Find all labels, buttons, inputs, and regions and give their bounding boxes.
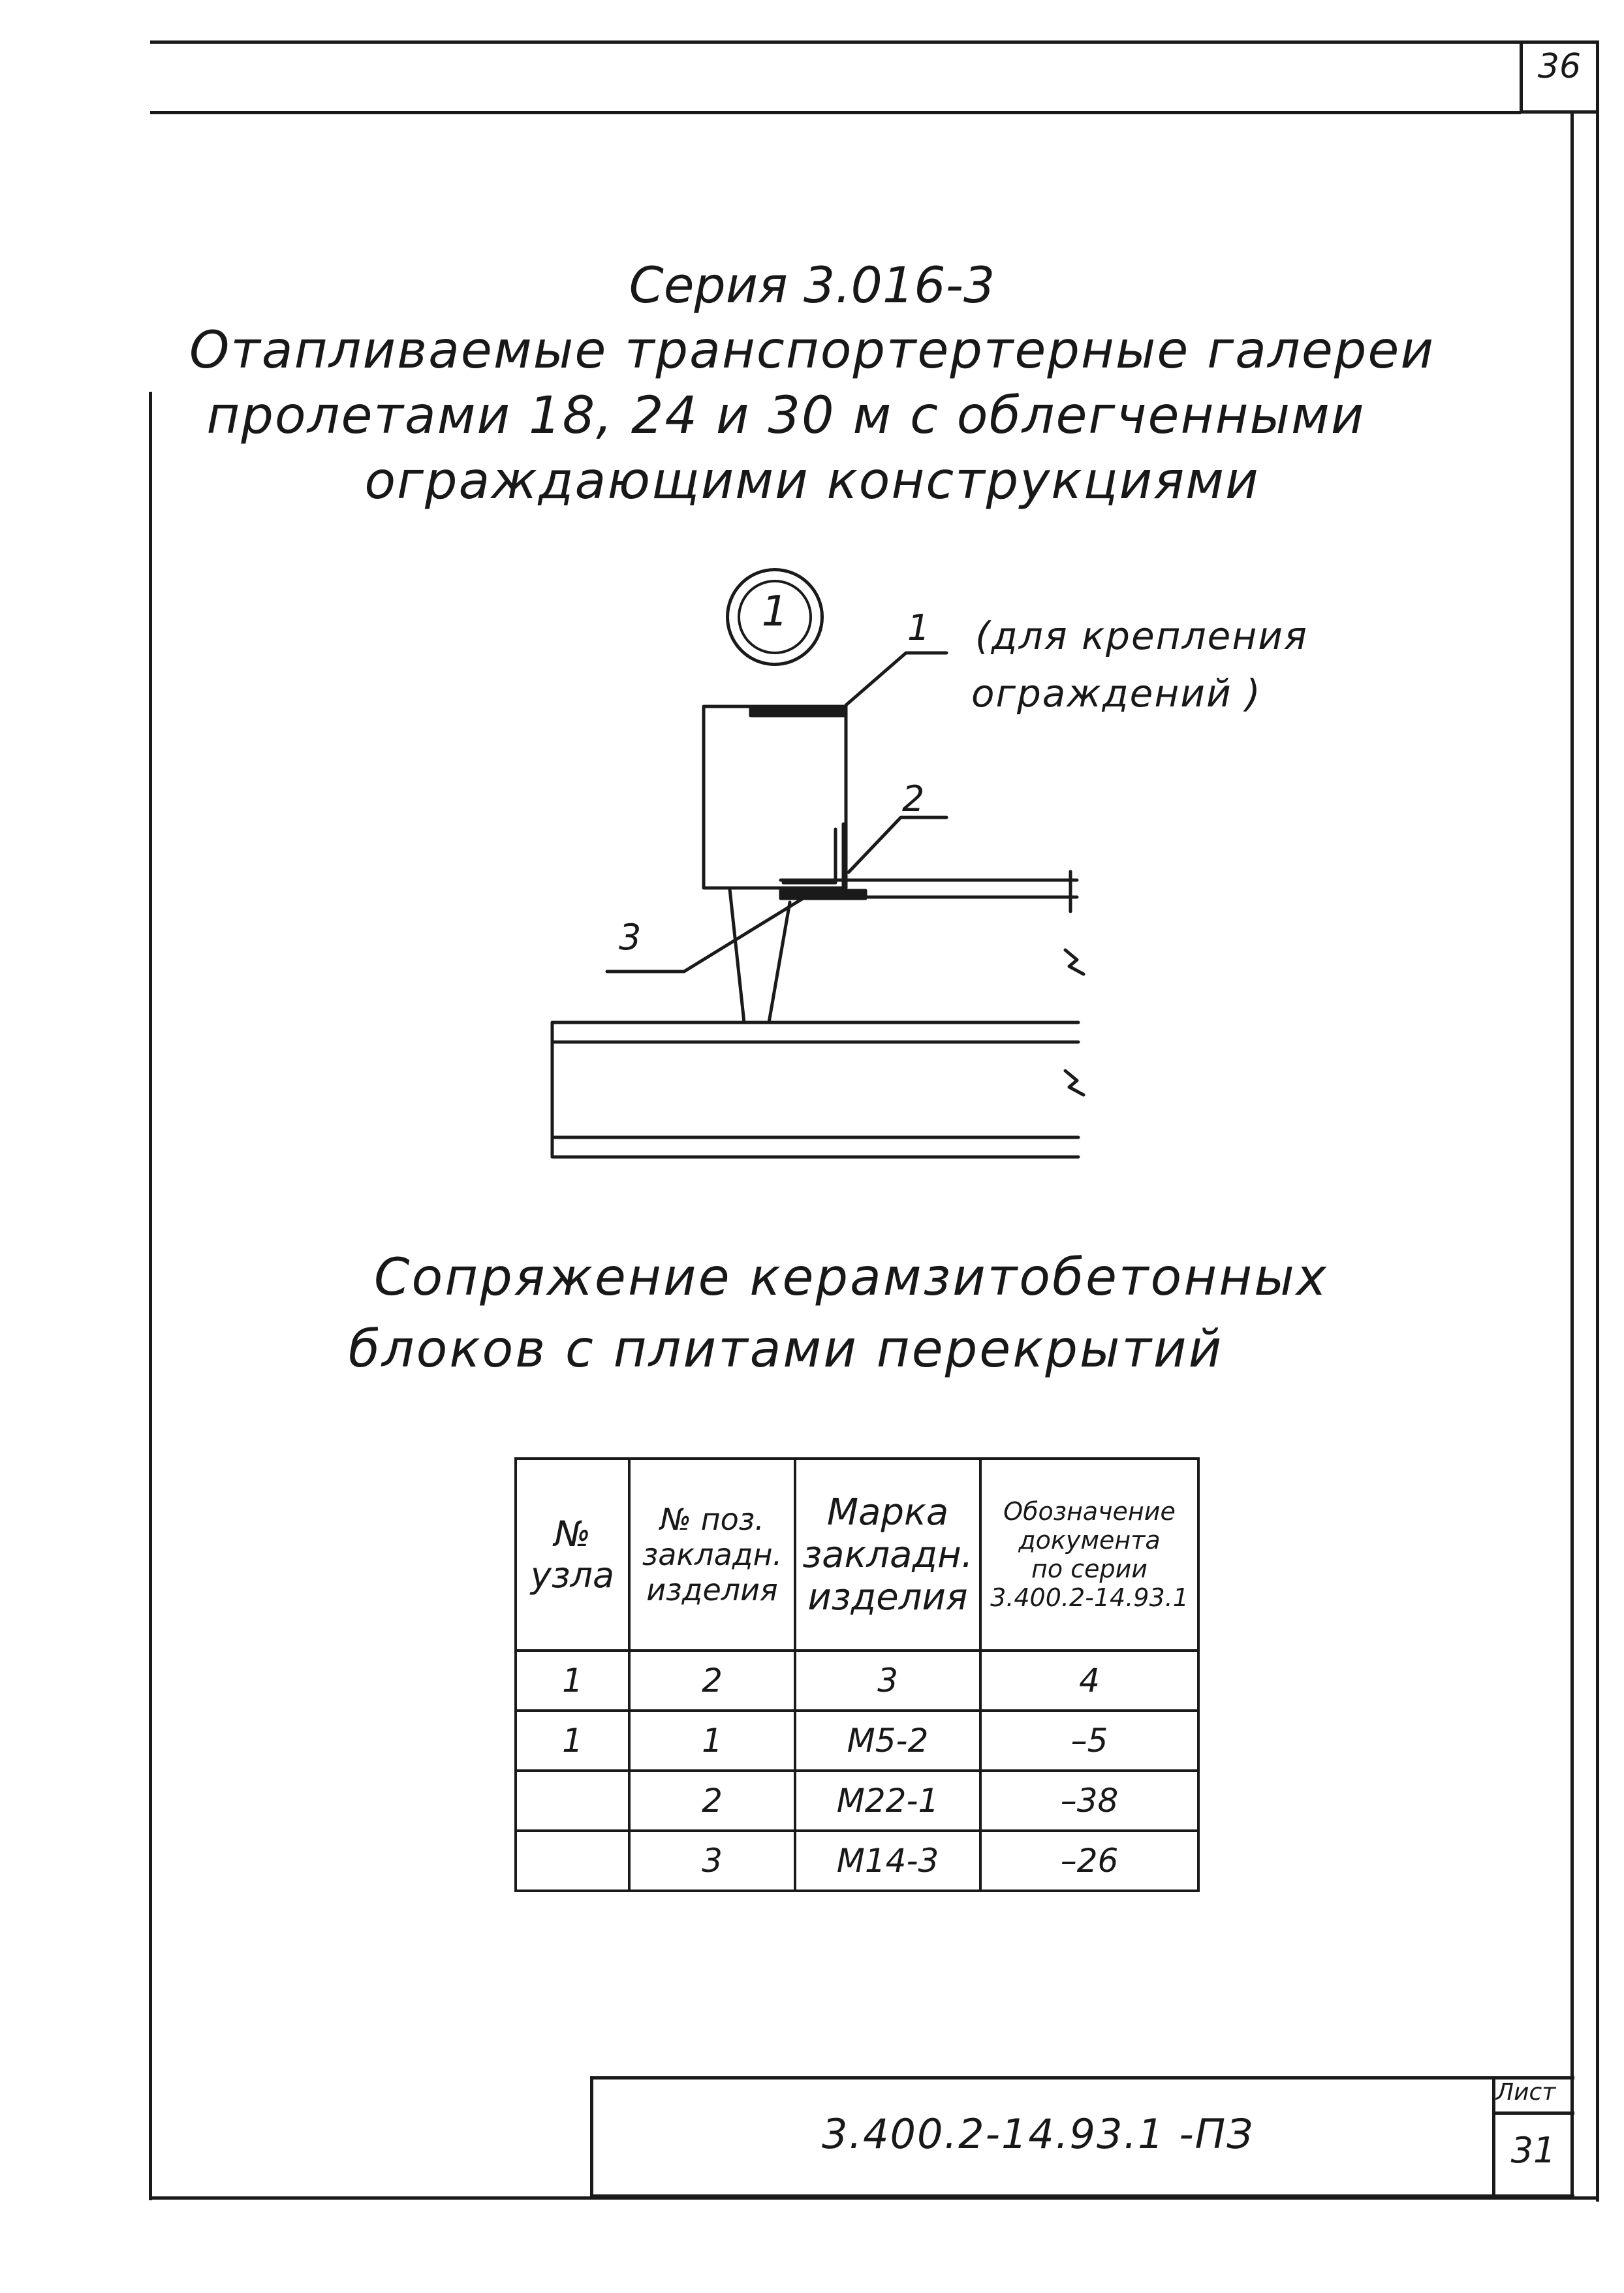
header-cell-line: Обозначение bbox=[1003, 1497, 1176, 1526]
table-cell: –26 bbox=[980, 1831, 1198, 1891]
sheet-value: 31 bbox=[1510, 2130, 1556, 2171]
header-cell-line: узла bbox=[530, 1555, 615, 1596]
table-row bbox=[516, 1651, 1198, 1711]
header-cell-line: документа bbox=[1018, 1526, 1161, 1555]
table-cell: 1 bbox=[516, 1711, 629, 1771]
table-cell: –5 bbox=[980, 1711, 1198, 1771]
caption-line-1: Сопряжение керамзитобетонных bbox=[374, 1248, 1328, 1307]
header-cell-line: закладн. bbox=[642, 1537, 783, 1572]
callout-2-label: 2 bbox=[902, 778, 925, 819]
table-row bbox=[516, 1831, 1198, 1891]
series-title: Серия 3.016-3 bbox=[629, 256, 995, 314]
column-leg-right bbox=[769, 902, 790, 1022]
table-header-row bbox=[516, 1459, 1198, 1651]
sheet-number-top: 36 bbox=[1537, 47, 1582, 86]
table-cell: 3 bbox=[629, 1831, 795, 1891]
table-cell: –38 bbox=[980, 1771, 1198, 1831]
callout-1-note-line-2: ограждений ) bbox=[971, 671, 1262, 716]
ceramsite-block bbox=[704, 706, 846, 888]
column-leg-left bbox=[730, 889, 744, 1022]
table-cell: М5-2 bbox=[795, 1711, 980, 1771]
header-part-mark bbox=[795, 1459, 980, 1651]
header-cell-line: № bbox=[554, 1513, 591, 1555]
callout-3-label: 3 bbox=[619, 917, 642, 958]
table-cell: 2 bbox=[629, 1771, 795, 1831]
table-cell: 1 bbox=[516, 1651, 629, 1711]
callout-1-note-line-1: (для крепления bbox=[975, 614, 1308, 658]
table-cell bbox=[516, 1831, 629, 1891]
table-row bbox=[516, 1711, 1198, 1771]
embedded-plate-1 bbox=[751, 706, 846, 716]
title-line-2: пролетами 18, 24 и 30 м с облегченными bbox=[206, 387, 1366, 445]
header-cell-line: изделия bbox=[807, 1575, 968, 1619]
leader-1 bbox=[846, 653, 946, 705]
header-cell-line: изделия bbox=[646, 1572, 778, 1607]
sheet-cell-divider bbox=[1492, 2111, 1574, 2115]
table-cell: 4 bbox=[980, 1651, 1198, 1711]
title-line-3: ограждающими конструкциями bbox=[364, 452, 1260, 511]
embedded-angle-2 bbox=[783, 829, 835, 883]
node-number: 1 bbox=[761, 588, 789, 636]
break-mark-lower bbox=[1065, 1071, 1084, 1095]
header-cell-line: по серии bbox=[1031, 1555, 1148, 1583]
break-mark-upper bbox=[1065, 950, 1084, 974]
header-document-designation bbox=[980, 1459, 1198, 1651]
table-cell: М14-3 bbox=[795, 1831, 980, 1891]
caption-line-2: блоков с плитами перекрытий bbox=[348, 1320, 1224, 1379]
table-cell: М22-1 bbox=[795, 1771, 980, 1831]
document-code: 3.400.2-14.93.1 -ПЗ bbox=[821, 2110, 1255, 2158]
table-cell bbox=[516, 1771, 629, 1831]
header-cell-line: 3.400.2-14.93.1 bbox=[990, 1583, 1189, 1612]
callout-1-label: 1 bbox=[907, 607, 930, 648]
header-cell-line: закладн. bbox=[802, 1533, 973, 1576]
table-cell: 2 bbox=[629, 1651, 795, 1711]
table-cell: 1 bbox=[629, 1711, 795, 1771]
header-node-number bbox=[516, 1459, 629, 1651]
header-cell-line: № поз. bbox=[660, 1502, 764, 1537]
header-cell-line: Марка bbox=[826, 1491, 949, 1534]
header-position-number bbox=[629, 1459, 795, 1651]
table-row bbox=[516, 1771, 1198, 1831]
sheet-label: Лист bbox=[1496, 2079, 1556, 2106]
embedded-parts-table bbox=[514, 1457, 1200, 1892]
title-line-1: Отапливаемые транспортертерные галереи bbox=[189, 321, 1435, 380]
leader-2 bbox=[849, 817, 946, 872]
table-cell: 3 bbox=[795, 1651, 980, 1711]
